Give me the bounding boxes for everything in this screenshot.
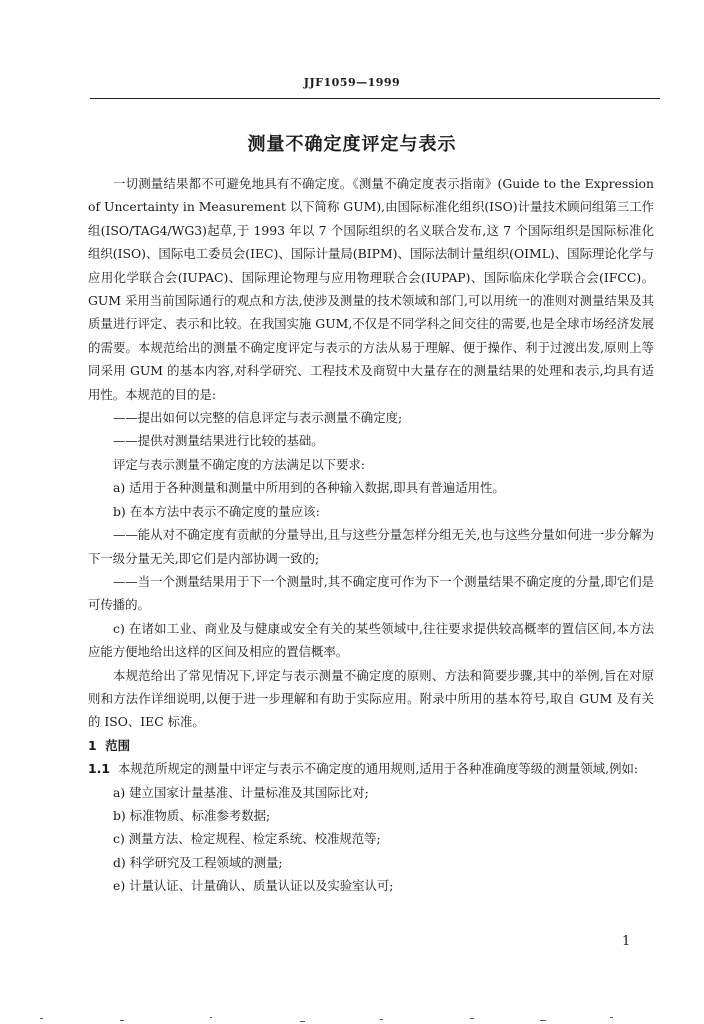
purpose-item-1: ——提出如何以完整的信息评定与表示测量不确定度; [113,410,403,426]
section-number: 1 [88,737,97,753]
header-rule [90,98,660,99]
requirement-b-sub-1: ——能从对不确定度有贡献的分量导出,且与这些分量怎样分组无关,也与这些分量如何进一步分解为下一级分量无关,即它们是内部协调一致的; [88,527,654,566]
scan-noise [0,1014,704,1024]
page-number: 1 [622,934,631,949]
page-title: 测量不确定度评定与表示 [247,134,457,155]
intro-paragraph: 一切测量结果都不可避免地具有不确定度。《测量不确定度表示指南》(Guide to the Expression of Uncertainty in Measurement 以下简称 GUM),由国际标准化组织(ISO)计量技术顾问组第三工作组(ISO/TAG4/WG3)起草,于 1993 年以 7 个国际组织的名义联合发布,这 7 个国际组织是国际标准化组织(ISO)、国际电工委员会(IEC)、国际计量局(BIPM)、国际法制计量组织(OIML)、国际理论化学与应用化学联合会(IUPAC)、国际理论物理与应用物理联合会(IUPAP)、国际临床化学联合会(IFCC)。GUM 采用当前国际通行的观点和方法,使涉及测量的技术领域和部门,可以用统一的准则对测量结果及其质量进行评定、表示和比较。在我国实施 GUM,不仅是不同学科之间交往的需要,也是全球市场经济发展的需要。本规范给出的测量不确定度评定与表示的方法从易于理解、便于操作、利于过渡出发,原则上等同采用 GUM 的基本内容,对科学研究、工程技术及商贸中大量存在的测量结果的处理和表示,均具有适用性。本规范的目的是: [88,176,654,402]
scope-item-b: b) 标准物质、标准参考数据; [113,807,271,823]
clause-number: 1.1 [88,761,110,777]
requirement-b-sub-2: ——当一个测量结果用于下一个测量时,其不确定度可作为下一个测量结果不确定度的分量,即它们是可传播的。 [88,573,654,613]
scope-item-a: a) 建立国家计量基准、计量标准及其国际比对; [113,784,369,800]
document-code-header: JJF1059—1999 [303,76,401,89]
clause-text: 本规范所规定的测量中评定与表示不确定度的通用规则,适用于各种准确度等级的测量领域,例如: [117,761,639,777]
body-text [88,172,654,898]
requirements-lead: 评定与表示测量不确定度的方法满足以下要求: [113,456,365,472]
clause-1-1 [88,757,654,780]
requirement-c: c) 在诸如工业、商业及与健康或安全有关的某些领域中,往往要求提供较高概率的置信区间,本方法应能方便地给出这样的区间及相应的置信概率。 [88,620,654,660]
section-title: 范围 [105,737,131,753]
scope-item-d: d) 科学研究及工程领域的测量; [113,854,283,870]
requirement-b: b) 在本方法中表示不确定度的量应该: [113,503,320,519]
section-heading [88,734,654,757]
scope-item-c: c) 测量方法、检定规程、检定系统、校准规范等; [113,831,381,847]
requirement-a: a) 适用于各种测量和测量中所用到的各种输入数据,即具有普遍适用性。 [113,480,505,496]
purpose-item-2: ——提供对测量结果进行比较的基础。 [113,433,324,449]
summary-paragraph: 本规范给出了常见情况下,评定与表示测量不确定度的原则、方法和简要步骤,其中的举例,旨在对原则和方法作详细说明,以便于进一步理解和有助于实际应用。附录中所用的基本符号,取自 GUM 及有关的 ISO、IEC 标准。 [88,667,654,730]
scope-item-e: e) 计量认证、计量确认、质量认证以及实验室认可; [113,878,394,894]
